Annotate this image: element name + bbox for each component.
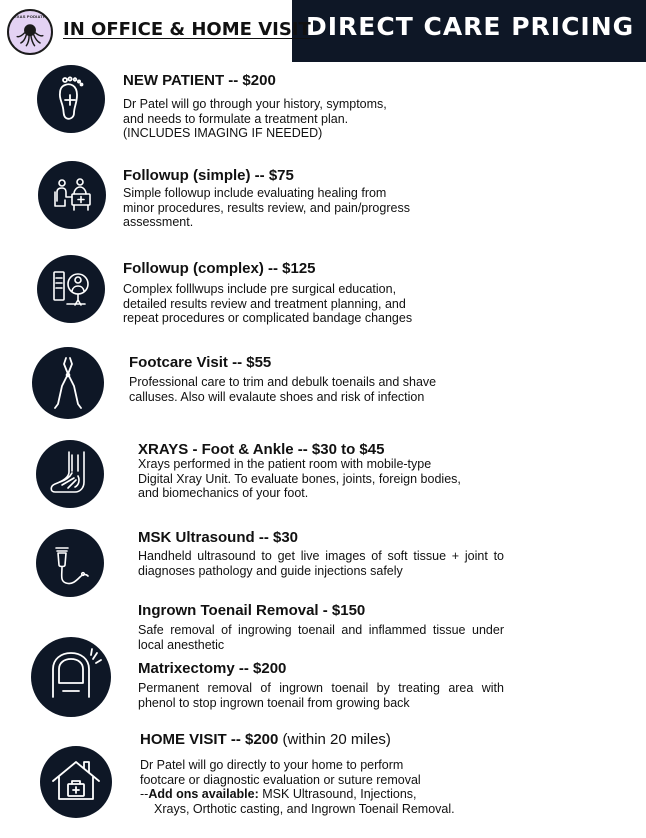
service-description: Safe removal of ingrowing toenail and inflammed tissue under local anesthetic [138, 623, 504, 652]
octopus-logo-icon [7, 9, 53, 55]
service-title: NEW PATIENT -- $200 [123, 72, 276, 89]
service-title: Followup (simple) -- $75 [123, 167, 294, 184]
logo-text: TEXAS PODIATRY [11, 14, 49, 19]
service-description: Xrays performed in the patient room with mobile-type Digital Xray Unit. To evaluate bones, joints, foreign bodies, and biomechanics of your foot. [138, 457, 461, 500]
foot-plus-icon [37, 65, 105, 133]
service-description: Handheld ultrasound to get live images of soft tissue + joint to diagnoses pathology and guide injections safely [138, 549, 504, 578]
home-visit-note: (within 20 miles) [282, 731, 391, 748]
addons-label: Add ons available: [148, 787, 259, 801]
service-title: MSK Ultrasound -- $30 [138, 529, 299, 546]
home-visit-title: HOME VISIT -- $200 (within 20 miles) [140, 731, 391, 748]
page-subtitle: IN OFFICE & HOME VISIT [63, 19, 311, 40]
doctor-clipboard-icon [37, 255, 105, 323]
nail-nipper-icon [32, 347, 104, 419]
service-description: Simple followup include evaluating healing from minor procedures, results review, and pain/progress assessment. [123, 186, 410, 229]
page-title: DIRECT CARE PRICING [306, 12, 635, 41]
service-title: Ingrown Toenail Removal - $150 [138, 602, 366, 619]
service-description: Professional care to trim and debulk toenails and shave calluses. Also will evalaute shoes and risk of infection [129, 375, 437, 404]
service-description: Complex folllwups include pre surgical education, detailed results review and treatment planning, and repeat procedures or complicated bandage changes [123, 282, 413, 325]
home-visit-description: Dr Patel will go directly to your home to perform footcare or diagnostic evaluation or suture removal --Add ons available: MSK Ultrasound, Injections, Xrays, Orthotic casting, and Ingrown Toenail Removal. [140, 758, 455, 816]
service-title: Matrixectomy -- $200 [138, 660, 287, 677]
service-description: Dr Patel will go through your history, symptoms, and needs to formulate a treatment plan. (INCLUDES IMAGING IF NEEDED) [123, 97, 387, 140]
doctor-desk-icon [38, 161, 106, 229]
foot-xray-icon [36, 440, 104, 508]
service-description: Permanent removal of ingrown toenail by treating area with phenol to stop ingrown toenail from growing back [138, 681, 504, 710]
toenail-icon [31, 637, 111, 717]
service-title: Footcare Visit -- $55 [129, 354, 272, 371]
home-medical-icon [40, 746, 112, 818]
ultrasound-probe-icon [36, 529, 104, 597]
service-title: Followup (complex) -- $125 [123, 260, 316, 277]
service-title: XRAYS - Foot & Ankle -- $30 to $45 [138, 441, 385, 458]
